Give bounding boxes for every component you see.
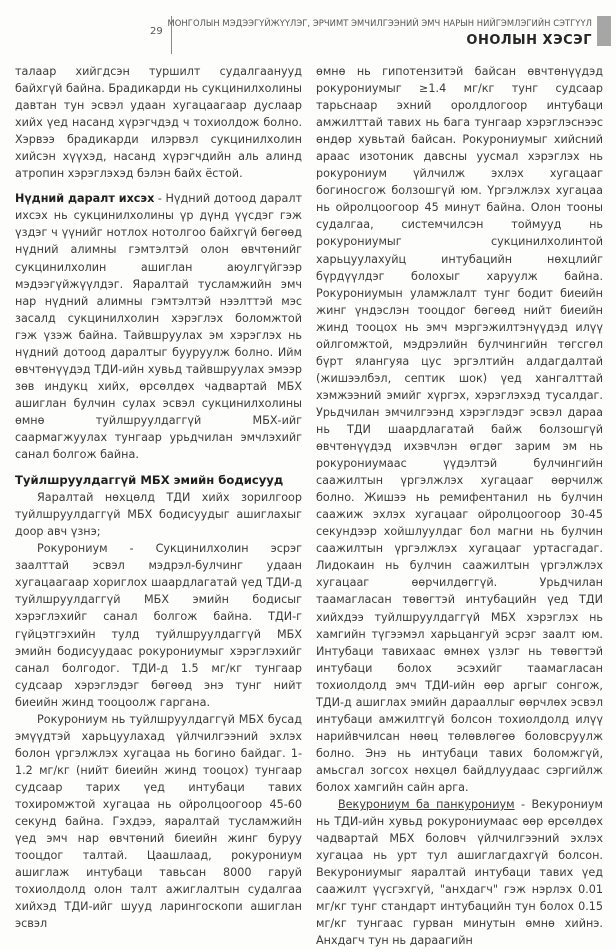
- page-header: [0, 0, 616, 52]
- paragraph-lead-term: Нүдний даралт ихсэх: [15, 192, 155, 206]
- paragraph-rocuronium-onset: Рокурониум нь туйлшруулдаггүй МБХ бусад эмүүдтэй харьцуулахад үйлчилгээний эхлэх болон үргэлжлэх хугацаа нь богино байдаг. 1-1.2 мг/кг (нийт биеийн жинд тооцох) тунгаар судсаар тарих үед интубаци тавих тохиромжтой хугацаа нь ойролцоогоор 45-60 секунд байна. Гэхдээ, яаралтай тусламжийн үед эмч нар өвчтөний биеийн жинг буруу тооцдог талтай. Цаашлаад, рокурониум ашиглаж интубаци тавьсан 8000 гаруй тохиолдолд олон талт ажиглалтын судалгаа хийхэд ТДИ-ийг шууд ларингоскопи ашиглан эсвэл: [15, 712, 302, 931]
- paragraph-intraocular-pressure: [15, 190, 302, 463]
- paragraph-body: - Нүдний дотоод даралт ихсэх нь сукцинилхолины үр дүнд үүсдэг гэж үздэг ч үүнийг нотлох нотолгоо байхгүй бөгөөд нүдний алимны гэмтэлтэй олон өвчтөнийг сукцинилхолин ашиглан аюулгүйгээр мэдээгүйжүүлдэг. Яаралтай тусламжийн эмч нар нүдний алимны гэмтэлтэй нээлттэй мэс засалд сукцинилхолин хэрэглэх боломжтой гэж үзэж байна. Тайвшруулах эм хэрэглэх нь нүдний дотоод даралтыг бууруулж болно. Ийм өвчтөнүүдэд ТДИ-ийн хувьд тайвшруулах эмээр зөв индукц хийх, өрсөлдөх чадвартай МБХ ашиглан булчин сулах эсвэл сукцинилхолины өмнө туйлшруулдаггүй МБХ-ийг саармагжуулах тунгаар урьдчилан эмчлэхийг санал болгож байна.: [15, 192, 303, 462]
- page-number: 29: [150, 26, 163, 37]
- paragraph-rocuronium-continued: өмнө нь гипотензитэй байсан өвчтөнүүдэд рокурониумыг ≥1.4 мг/кг тунг судсаар тарьснаар эхний оролдлогоор интубаци амжилттай тавих нь бага тунгаар хэрэглэснээс өндөр хувьтай байсан. Рокурониумыг хийсний араас изотоник давсны уусмал хэрэглэх нь рокурониум үйлчилж эхлэх хугацааг богиносгож болзошгүй юм. Үргэлжлэх хугацаа нь ойролцоогоор 45 минут байна. Олон тооны судалгаа, системчилсэн тоймууд нь рокурониумыг сукцинилхолинтой харьцуулахуйц интубацийн нөхцлийг бүрдүүлдэг болохыг харуулж байна. Рокурониумын уламжлалт тунг бодит биеийн жинг үндэслэн тооцдог бөгөөд нийт биеийн жинд тооцох нь эмч мэргэжилтэнүүдэд илүү ойлгомжтой, мэдрэлийн булчингийн төгсгөл бүрт ялангуяа цус эргэлтийн алдагдалтай (жишээлбэл, септик шок) үед хангалттай хэмжээний эмийг хүргэх, хэрэглэхэд тусалдаг. Урьдчилан эмчилгээнд хэрэглэдэг эсвэл дараа нь ТДИ шаардлагатай байж болзошгүй өвчтөнүүдэд ихэвчлэн өгдөг зарим эм нь рокурониумаас үүдэлтэй булчингийн саажилтын үргэлжлэх хугацааг өөрчилж болно. Жишээ нь ремифентанил нь булчин саажиж эхлэх хугацааг ойролцоогоор 30-45 секундээр хойшлуулдаг бол магни нь булчин саажилтын үргэлжлэх хугацааг уртасгадаг. Лидокаин нь булчин саажилтын үргэлжлэх хугацааг өөрчилдөггүй. Урьдчилан таамагласан төвөгтэй интубацийн үед ТДИ хийхдээ туйлшруулдаггүй МБХ хэрэглэх нь хамгийн түгээмэл харьцангуй эсрэг заалт юм. Интубаци тавихаас өмнөх үзлэг нь төвөгтэй интубаци болох эсэхийг таамагласан тохиолдолд эмч ТДИ-ийн өөр аргыг сонгож, ТДИ-д ашиглах эмийн дарааллыг өөрчлөх эсвэл интубаци амжилтгүй болсон тохиолдолд илүү нарийвчилсан нөөц төлөвлөгөө боловсруулж болно. Энэ нь интубаци тавих боломжгүй, амьсгал зогсох нөхцөл байдлуудаас сэргийлж болох хамгийн сайн арга.: [316, 65, 603, 794]
- paragraph-rocuronium: Рокурониум - Сукцинилхолин эсрэг заалттай эсвэл мэдрэл-булчинг удаан хугацаагаар хориглох шаардлагатай үед ТДИ-д туйлшруулдаггүй МБХ эмийн бодисыг хэрэглэхийг санал болгож байна. ТДИ-г гүйцэтгэхийн тулд туйлшруулдаггүй МБХ эмийн бодисуудаас рокурониумыг хэрэглэхийг санал болгодог. ТДИ-д 1.5 мг/кг тунгаар судсаар хэрэглэдэг бөгөөд энэ тунг нийт биеийн жинд тооцоолж гаргана.: [15, 542, 302, 709]
- right-column: [316, 63, 603, 949]
- paragraph-bradycardia: талаар хийгдсэн туршилт судалгаанууд байхгүй байна. Брадикарди нь сукцинилхолины давтан тун эсвэл удаан хугацаагаар дуслаар хийх үед насанд хүрэгчдэд ч тохиолдож болно. Хэрвээ брадикарди илэрвэл сукцинилхолин хийсэн хүүхэд, насанд хүрэгчдийн аль алинд атропин хэрэглэхэд бэлэн байх ёстой.: [15, 65, 302, 181]
- paragraph-lead-term: Векурониум ба панкурониум: [338, 798, 515, 812]
- section-title: ОНОЛЫН ХЭСЭГ: [466, 33, 592, 48]
- paragraph-body: - Векурониум нь ТДИ-ийн хувьд рокурониумаас өөр өрсөлдөх чадвартай МБХ боловч үйлчилгээний эхлэх хугацаа нь урт тул ашиглагдахгүй болсон. Векурониумыг яаралтай интубаци тавих үед саажилт үүсгэхгүй, "анхдагч" гэж нэрлэх 0.01 мг/кг тунг стандарт интубацийн тун болох 0.15 мг/кг тунгаас гурван минутын өмнө хийнэ. Анхдагч тун нь дараагийн: [316, 798, 603, 948]
- journal-title: МОНГОЛЫН МЭДЭЭГҮЙЖҮҮЛЭГ, ЭРЧИМТ ЭМЧИЛГЭЭНИЙ ЭМЧ НАРЫН НИЙГЭМЛЭГИЙН СЭТГҮҮЛ: [167, 18, 592, 28]
- left-column: [15, 63, 302, 932]
- paragraph-vecuronium: [316, 796, 603, 949]
- paragraph-intro: Яаралтай нөхцөлд ТДИ хийх зорилгоор туйлшруулдаггүй МБХ бодисуудыг ашиглахыг доор авч үзнэ;: [15, 491, 302, 539]
- section-heading: Туйлшруулдаггүй МБХ эмийн бодисууд: [15, 473, 284, 488]
- section-marker-block: [597, 16, 611, 46]
